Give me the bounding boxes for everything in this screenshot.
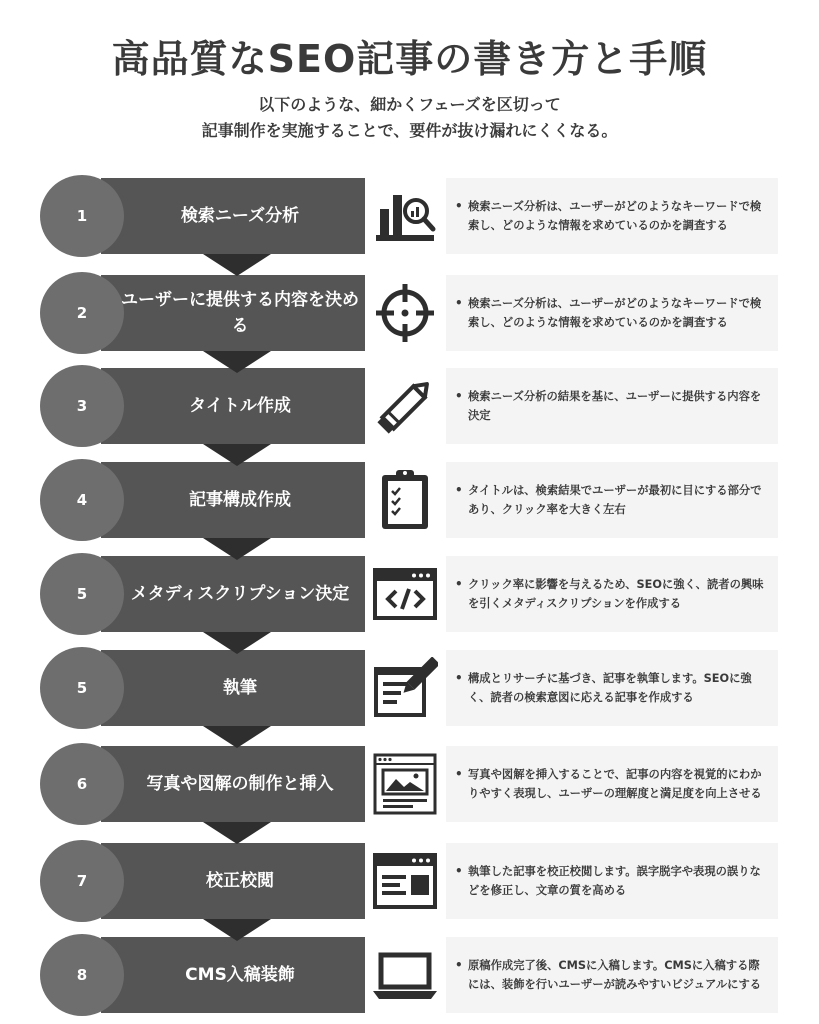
- step-number: 4: [40, 459, 124, 541]
- step-3: [0, 368, 819, 444]
- step-label: ユーザーに提供する内容を決める: [121, 290, 359, 336]
- step-description-text: • 写真や図解を挿入することで、記事の内容を視覚的にわかりやすく表現し、ユーザーの理解度と満足度を向上させる: [468, 765, 766, 803]
- step-label: 記事構成作成: [189, 490, 291, 510]
- step-arrow: [203, 822, 271, 844]
- step-description-text: • 構成とリサーチに基づき、記事を執筆します。SEOに強く、読者の検索意図に応える記事を作成する: [468, 669, 766, 707]
- step-label: 執筆: [223, 678, 257, 698]
- step-description-text: • 検索ニーズ分析の結果を基に、ユーザーに提供する内容を決定: [468, 387, 766, 425]
- pencil-icon: [370, 374, 440, 438]
- step-description-text: • タイトルは、検索結果でユーザーが最初に目にする部分であり、クリック率を大きく左右: [468, 481, 766, 519]
- step-description: [446, 843, 778, 919]
- step-description: [446, 746, 778, 822]
- step-number: 1: [40, 175, 124, 257]
- layout-window-icon: [370, 849, 440, 913]
- step-6: [0, 650, 819, 726]
- step-description: [446, 368, 778, 444]
- laptop-icon: [370, 943, 440, 1007]
- step-description: [446, 275, 778, 351]
- step-number: 5: [40, 647, 124, 729]
- page-subtitle: [0, 92, 819, 144]
- step-number: 7: [40, 840, 124, 922]
- step-number: 2: [40, 272, 124, 354]
- page-title: 高品質なSEO記事の書き方と手順: [111, 37, 708, 81]
- step-description: [446, 462, 778, 538]
- step-label: 検索ニーズ分析: [180, 206, 300, 226]
- step-label: タイトル作成: [189, 396, 291, 416]
- step-description: [446, 937, 778, 1013]
- step-arrow: [203, 726, 271, 748]
- step-1: [0, 178, 819, 254]
- step-8: [0, 843, 819, 919]
- step-description: [446, 650, 778, 726]
- step-label: CMS入稿装飾: [185, 965, 295, 985]
- step-description-text: • 検索ニーズ分析は、ユーザーがどのようなキーワードで検索し、どのような情報を求めているのかを調査する: [468, 294, 766, 332]
- step-7: [0, 746, 819, 822]
- crosshair-target-icon: [370, 281, 440, 345]
- step-2: [0, 275, 819, 351]
- step-number: 6: [40, 743, 124, 825]
- step-description-text: • 執筆した記事を校正校閲します。誤字脱字や表現の誤りなどを修正し、文章の質を高める: [468, 862, 766, 900]
- step-number: 3: [40, 365, 124, 447]
- edit-document-icon: [370, 656, 440, 720]
- subtitle-line-2: 記事制作を実施することで、要件が抜け漏れにくくなる。: [201, 121, 618, 140]
- subtitle-line-1: 以下のような、細かくフェーズを区切って: [258, 95, 561, 114]
- step-9: [0, 937, 819, 1013]
- step-4: [0, 462, 819, 538]
- clipboard-checklist-icon: [370, 468, 440, 532]
- step-description-text: • 原稿作成完了後、CMSに入稿します。CMSに入稿する際には、装飾を行いユーザーが読みやすいビジュアルにする: [468, 956, 766, 994]
- image-window-icon: [370, 752, 440, 816]
- step-5: [0, 556, 819, 632]
- step-label: 校正校閲: [206, 871, 274, 891]
- step-description-text: • 検索ニーズ分析は、ユーザーがどのようなキーワードで検索し、どのような情報を求めているのかを調査する: [468, 197, 766, 235]
- step-description-text: • クリック率に影響を与えるため、SEOに強く、読者の興味を引くメタディスクリプションを作成する: [468, 575, 766, 613]
- search-analysis-icon: [370, 184, 440, 248]
- step-number: 5: [40, 553, 124, 635]
- step-label: 写真や図解の制作と挿入: [146, 774, 334, 794]
- step-arrow: [203, 254, 271, 276]
- code-window-icon: [370, 562, 440, 626]
- step-description: [446, 556, 778, 632]
- step-label: メタディスクリプション決定: [130, 584, 350, 604]
- step-description: [446, 178, 778, 254]
- step-number: 8: [40, 934, 124, 1016]
